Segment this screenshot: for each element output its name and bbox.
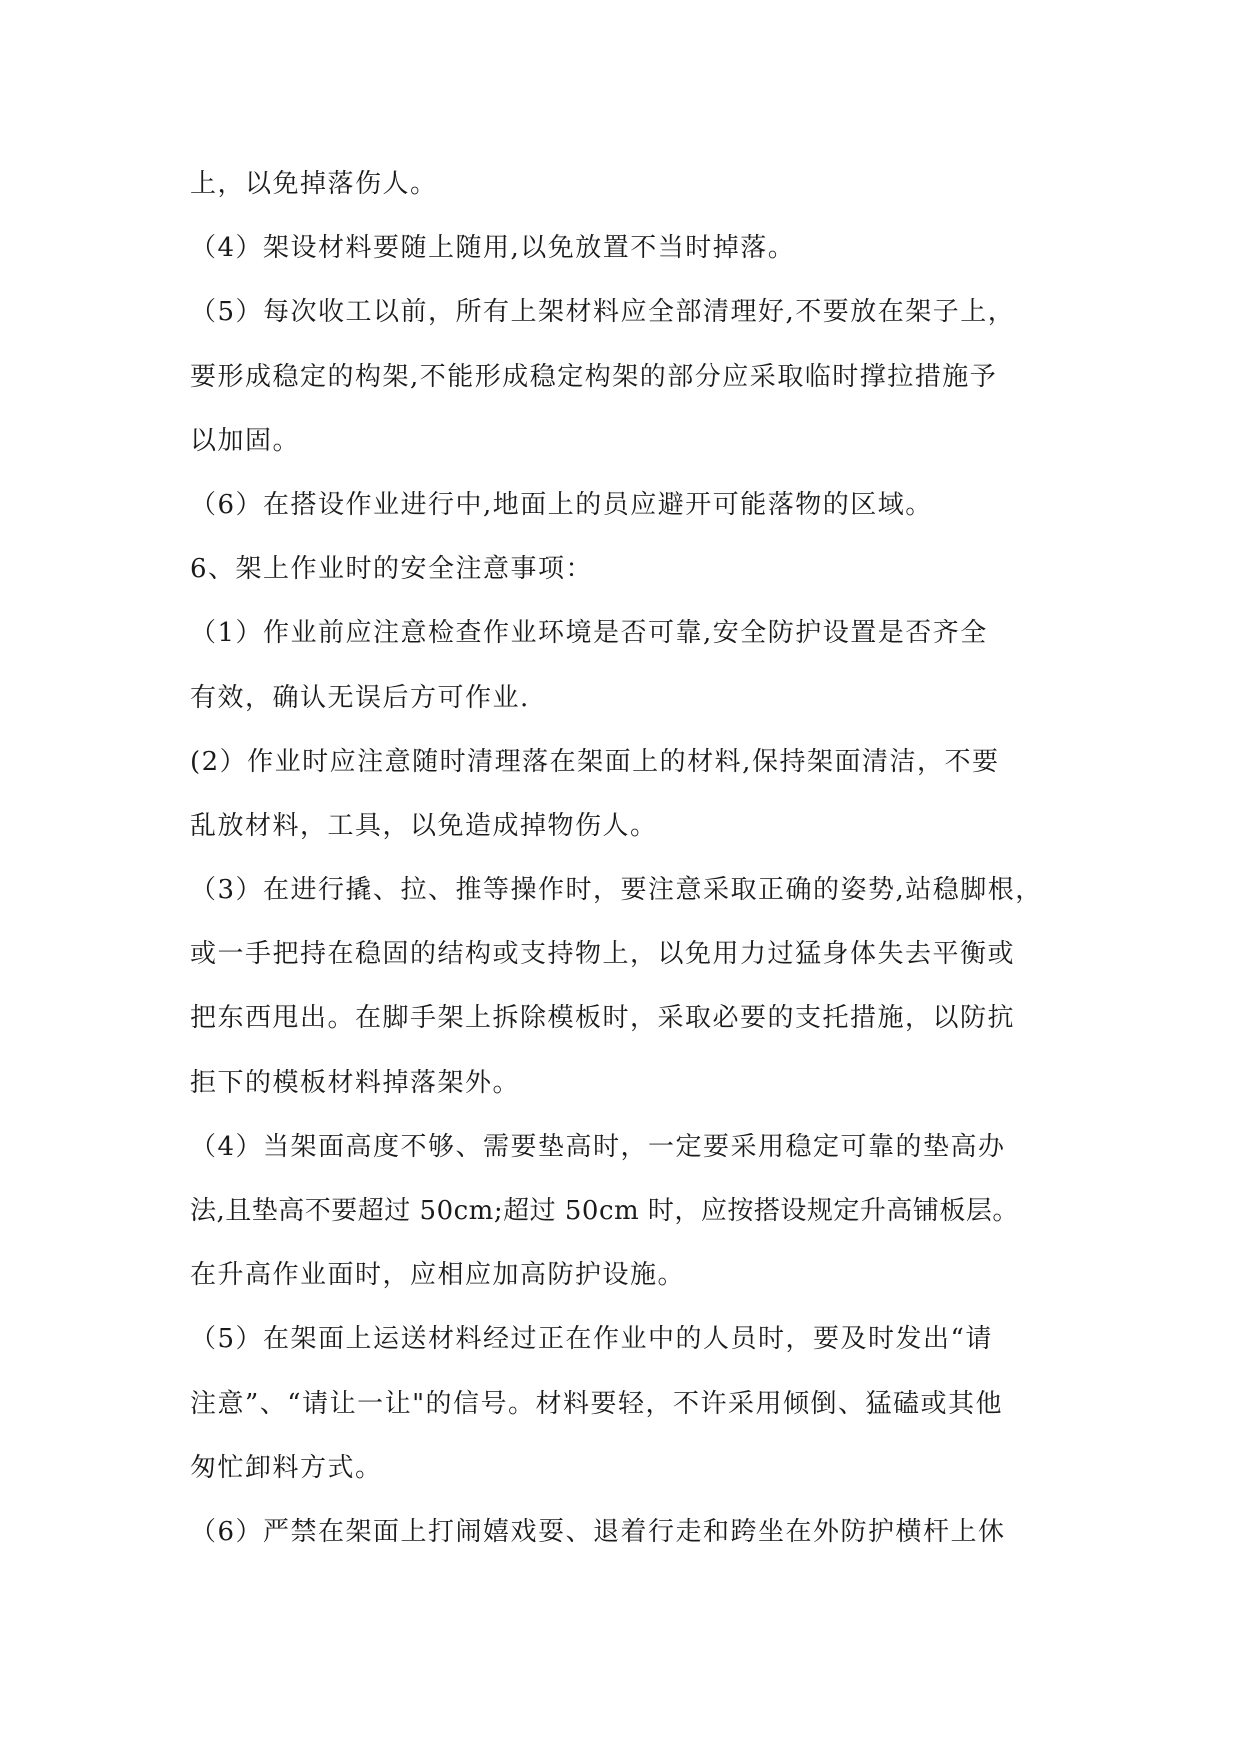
text-line: (2）作业时应注意随时清理落在架面上的材料,保持架面清洁，不要 xyxy=(190,746,1000,777)
text-line: （1）作业前应注意检查作业环境是否可靠,安全防护设置是否齐全 xyxy=(190,618,988,649)
text-line: 匆忙卸料方式。 xyxy=(190,1452,383,1483)
text-line: 拒下的模板材料掉落架外。 xyxy=(190,1067,521,1098)
text-line: 把东西甩出。在脚手架上拆除模板时，采取必要的支托措施，以防抗 xyxy=(190,1003,1016,1034)
text-line: （5）每次收工以前，所有上架材料应全部清理好,不要放在架子上， xyxy=(190,297,1016,328)
text-line: 或一手把持在稳固的结构或支持物上，以免用力过猛身体失去平衡或 xyxy=(190,939,1016,970)
text-line: 有效，确认无误后方可作业. xyxy=(190,682,530,713)
text-line: 要形成稳定的构架,不能形成稳定构架的部分应采取临时撑拉措施予 xyxy=(190,361,998,392)
text-line: 以加固。 xyxy=(190,425,301,456)
text-line: 法,且垫高不要超过 50cm;超过 50cm 时，应按搭设规定升高铺板层。 xyxy=(190,1196,1019,1226)
text-line: （5）在架面上运送材料经过正在作业中的人员时，要及时发出“请 xyxy=(190,1324,993,1355)
text-line: （3）在进行撬、拉、推等操作时，要注意采取正确的姿势,站稳脚根， xyxy=(190,875,1043,906)
text-line: （6）在搭设作业进行中,地面上的员应避开可能落物的区域。 xyxy=(190,489,933,520)
text-line: 上，以免掉落伤人。 xyxy=(190,169,438,199)
text-line: 在升高作业面时，应相应加高防护设施。 xyxy=(190,1260,686,1291)
text-line: 乱放材料，工具，以免造成掉物伤人。 xyxy=(190,810,658,841)
text-line: （4）架设材料要随上随用,以免放置不当时掉落。 xyxy=(190,233,796,264)
document-body xyxy=(190,152,1050,1564)
section-heading: 6、架上作业时的安全注意事项： xyxy=(190,554,594,585)
text-line: （4）当架面高度不够、需要垫高时，一定要采用稳定可靠的垫高办 xyxy=(190,1131,1006,1162)
text-line: （6）严禁在架面上打闹嬉戏耍、退着行走和跨坐在外防护横杆上休 xyxy=(190,1516,1006,1547)
text-line: 注意”、“请让一让"的信号。材料要轻，不许采用倾倒、猛磕或其他 xyxy=(190,1388,1004,1419)
